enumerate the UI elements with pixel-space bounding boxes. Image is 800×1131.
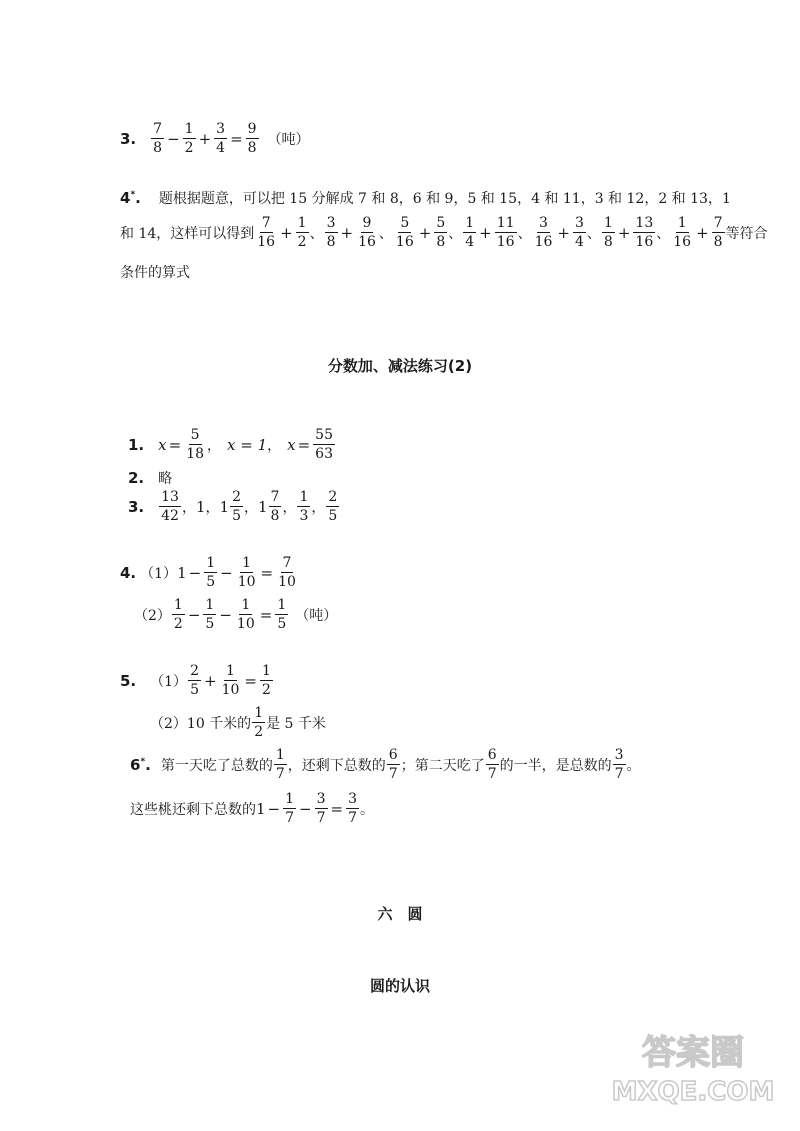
fraction: $\frac{2}{5}$: [190, 663, 199, 698]
fraction: $\frac{1}{8}$: [603, 215, 613, 250]
section-title: 分数加、减法练习(2): [327, 357, 473, 375]
fraction: $\frac{1}{5}$: [206, 555, 216, 590]
fraction: $\frac{9}{8}$: [247, 121, 257, 156]
fraction-sum: $\frac{5}{16}$ + $\frac{5}{8}$: [395, 215, 446, 250]
fraction: $\frac{1}{2}$: [184, 121, 194, 156]
exercise-5-part-2: （2） 10 千米的 $\frac{1}{2}$ 是 5 千米: [150, 705, 326, 740]
answer-4-line-1: [120, 188, 731, 208]
fraction: $\frac{7}{16}$: [257, 215, 276, 250]
fraction: $\frac{3}{16}$: [534, 215, 553, 250]
fraction: $\frac{7}{10}$: [278, 555, 296, 590]
fraction: $\frac{1}{2}$: [297, 215, 307, 250]
fraction-sum: $\frac{1}{16}$ + $\frac{7}{8}$: [673, 215, 723, 250]
fraction: $\frac{3}{4}$: [216, 121, 226, 156]
exercise-6-line-2: 这些桃还剩下总数的 1 − $\frac{1}{7}$ − $\frac{3}{7}$ = $\frac{3}{7}$ 。: [130, 791, 375, 826]
watermark-top-text: 答案圈: [642, 1033, 744, 1073]
question-number: 6*.: [130, 755, 151, 774]
exercise-5-part-1: 5. （1） $\frac{2}{5}$ + $\frac{1}{10}$ = $\frac{1}{2}$: [120, 663, 271, 698]
question-number: 4*.: [120, 189, 141, 207]
question-number: 2.: [128, 469, 145, 487]
exercise-4-part-2: （2） $\frac{1}{2}$ − $\frac{1}{5}$ − $\frac{1}{10}$ = $\frac{1}{5}$ （吨）: [134, 597, 338, 632]
fraction: $\frac{1}{10}$: [236, 597, 255, 632]
answer-3: 3. $\frac{7}{8}$ − $\frac{1}{2}$ + $\frac{3}{4}$ = $\frac{9}{8}$ （吨）: [120, 121, 310, 156]
fraction: $\frac{1}{3}$: [299, 489, 309, 524]
fraction: $\frac{5}{8}$: [436, 215, 446, 250]
exercise-1: 1. x = $\frac{5}{18}$ ， x = 1 ， x = $\frac{55}{63}$: [128, 427, 333, 462]
fraction: $\frac{1}{5}$: [277, 597, 287, 632]
unit-label: （吨）: [267, 131, 310, 148]
fraction: $\frac{5}{16}$: [395, 215, 414, 250]
fraction: $\frac{1}{2}$: [261, 663, 271, 698]
fraction: $\frac{11}{16}$: [496, 215, 515, 250]
fraction: $\frac{1}{5}$: [205, 597, 215, 632]
fraction: $\frac{6}{7}$: [487, 747, 497, 782]
section-title: 圆的认识: [369, 977, 430, 995]
answer-text: 题根据题意，可以把 15 分解成 7 和 8，6 和 9，5 和 15，4 和 11，3 和 12，2 和 13，1: [158, 191, 731, 207]
fraction: $\frac{7}{8}$: [153, 121, 163, 156]
mixed-number: 1 $\frac{7}{8}$: [257, 489, 280, 524]
fraction-sum: $\frac{3}{16}$ + $\frac{3}{4}$: [534, 215, 584, 250]
answer-text: 条件的算式: [120, 265, 190, 281]
exercise-3: 3. $\frac{13}{42}$ ， 1 ， 1 $\frac{2}{5}$ ， 1 $\frac{7}{8}$ ， $\frac{1}{3}$ ， $\frac{2}{5}$: [128, 489, 338, 524]
question-number: 3.: [128, 497, 145, 516]
question-number: 3.: [120, 129, 137, 148]
fraction: $\frac{13}{16}$: [635, 215, 654, 250]
fraction: $\frac{6}{7}$: [388, 747, 398, 782]
answer-text: 等符合: [725, 225, 768, 242]
question-number: 1.: [128, 435, 145, 454]
chapter-title: 六 圆: [377, 905, 423, 923]
answer-4-line-3: [120, 262, 190, 282]
fraction: $\frac{3}{7}$: [614, 747, 624, 782]
exercise-2: [128, 468, 172, 488]
fraction: $\frac{1}{10}$: [237, 555, 256, 590]
fraction: $\frac{1}{7}$: [275, 747, 285, 782]
fraction: $\frac{2}{5}$: [328, 489, 338, 524]
fraction: $\frac{1}{2}$: [254, 705, 264, 740]
question-number: 5.: [120, 671, 137, 690]
fraction-sum: $\frac{7}{16}$ + $\frac{1}{2}$: [257, 215, 307, 250]
watermark-logo: [608, 1022, 778, 1107]
fraction: $\frac{1}{7}$: [285, 791, 295, 826]
fraction: $\frac{13}{42}$: [161, 489, 179, 524]
fraction-sum: $\frac{1}{8}$ + $\frac{13}{16}$: [603, 215, 654, 250]
fraction: $\frac{9}{16}$: [358, 215, 376, 250]
fraction-sum: $\frac{1}{4}$ + $\frac{11}{16}$: [465, 215, 515, 250]
fraction: $\frac{1}{16}$: [673, 215, 692, 250]
fraction-sum: $\frac{3}{8}$ + $\frac{9}{16}$: [326, 215, 376, 250]
fraction: $\frac{3}{7}$: [348, 791, 358, 826]
answer-text: 略: [158, 471, 173, 487]
fraction: $\frac{5}{18}$: [186, 427, 205, 462]
fraction: $\frac{3}{7}$: [316, 791, 326, 826]
answer-4-line-2: 和 14，这样可以得到 $\frac{7}{16}$ + $\frac{1}{2}$ 、 $\frac{3}{8}$ + $\frac{9}{16}$ 、 $\frac{5}{16}$ + $\frac{5}{8}$ 、 $\frac{1}{4}$ + $\frac{11}{16}$ 、 $\frac{3}{16}$ + $\frac{3}{4}$ 、 $\frac{1}{8}$ + $\frac{13}{16}$ 、 $\frac{1}{16}$ + $\frac{7}{8}$ 等符合: [120, 215, 768, 250]
fraction: $\frac{1}{10}$: [221, 663, 240, 698]
exercise-6-line-1: 6*. 第一天吃了总数的 $\frac{1}{7}$ ，还剩下总数的 $\frac{6}{7}$ ；第二天吃了 $\frac{6}{7}$ 的一半，是总数的 $\frac{3}{7}$ 。: [130, 747, 641, 782]
fraction: $\frac{3}{4}$: [574, 215, 584, 250]
fraction: $\frac{1}{2}$: [173, 597, 183, 632]
question-number: 4.: [120, 563, 137, 582]
fraction: $\frac{55}{63}$: [315, 427, 333, 462]
fraction: $\frac{3}{8}$: [326, 215, 336, 250]
fraction: $\frac{7}{8}$: [713, 215, 723, 250]
mixed-number: 1 $\frac{2}{5}$: [219, 489, 241, 524]
watermark-bottom-text: MXQE.COM: [611, 1077, 775, 1107]
exercise-4-part-1: 4. （1） 1 − $\frac{1}{5}$ − $\frac{1}{10}$ = $\frac{7}{10}$: [120, 555, 296, 590]
fraction: $\frac{1}{4}$: [465, 215, 475, 250]
answer-text: 和 14，这样可以得到: [120, 225, 255, 242]
